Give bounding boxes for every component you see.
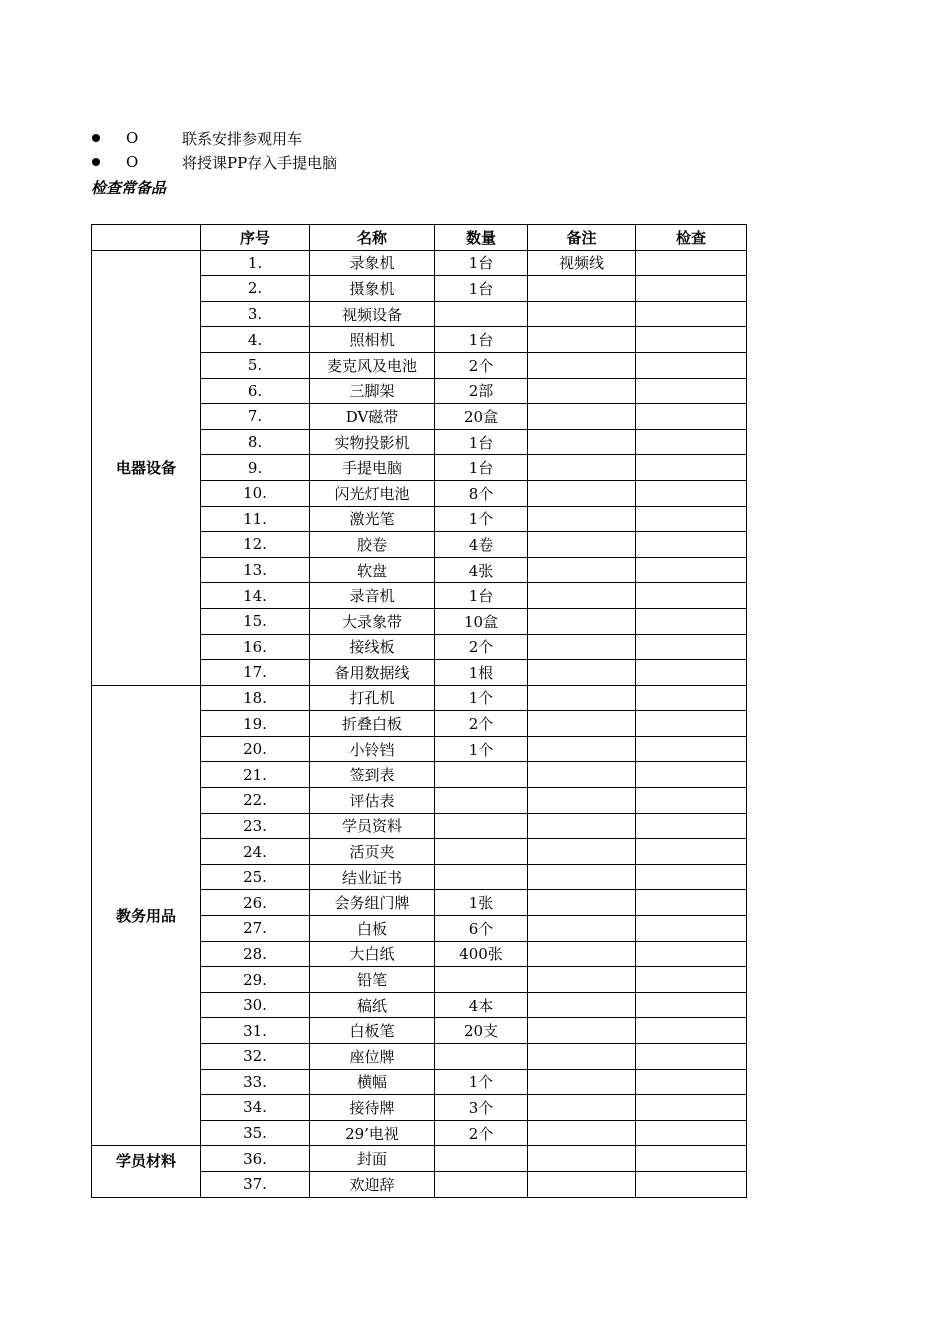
table-row xyxy=(92,1146,747,1172)
item-note-cell xyxy=(528,1069,636,1095)
item-qty-cell xyxy=(435,813,528,839)
section-title: 检查常备品 xyxy=(91,179,167,197)
item-check-cell xyxy=(636,583,747,609)
item-check-cell xyxy=(636,532,747,558)
bullet-dot-icon xyxy=(92,134,100,142)
item-number-cell: 34. xyxy=(201,1095,310,1121)
item-name-cell: 接线板 xyxy=(310,634,435,660)
item-check-cell xyxy=(636,916,747,942)
item-note-cell xyxy=(528,608,636,634)
header-category xyxy=(92,225,201,251)
item-name-cell: 打孔机 xyxy=(310,685,435,711)
item-name-cell: 白板 xyxy=(310,916,435,942)
item-qty-cell xyxy=(435,788,528,814)
item-qty-cell xyxy=(435,864,528,890)
item-name-cell: 座位牌 xyxy=(310,1044,435,1070)
item-number-cell: 32. xyxy=(201,1044,310,1070)
item-number-cell: 25. xyxy=(201,864,310,890)
item-note-cell xyxy=(528,1018,636,1044)
item-note-cell xyxy=(528,839,636,865)
item-qty-cell: 3个 xyxy=(435,1095,528,1121)
bullet-text: 将授课PP存入手提电脑 xyxy=(182,153,338,172)
item-note-cell xyxy=(528,557,636,583)
item-name-cell: 铅笔 xyxy=(310,967,435,993)
item-check-cell xyxy=(636,608,747,634)
item-note-cell xyxy=(528,685,636,711)
item-note-cell xyxy=(528,1044,636,1070)
item-check-cell xyxy=(636,634,747,660)
item-note-cell xyxy=(528,532,636,558)
item-qty-cell: 4本 xyxy=(435,992,528,1018)
item-check-cell xyxy=(636,378,747,404)
item-note-cell: 视频线 xyxy=(528,250,636,276)
item-number-cell: 18. xyxy=(201,685,310,711)
item-note-cell xyxy=(528,736,636,762)
item-name-cell: 实物投影机 xyxy=(310,429,435,455)
item-qty-cell: 1台 xyxy=(435,276,528,302)
item-check-cell xyxy=(636,327,747,353)
item-check-cell xyxy=(636,1018,747,1044)
item-check-cell xyxy=(636,301,747,327)
item-check-cell xyxy=(636,1171,747,1197)
item-note-cell xyxy=(528,455,636,481)
item-name-cell: 麦克风及电池 xyxy=(310,352,435,378)
item-name-cell: 签到表 xyxy=(310,762,435,788)
item-qty-cell xyxy=(435,967,528,993)
item-number-cell: 17. xyxy=(201,660,310,686)
item-number-cell: 9. xyxy=(201,455,310,481)
header-name: 名称 xyxy=(310,225,435,251)
bullet-item xyxy=(88,126,337,150)
item-check-cell xyxy=(636,506,747,532)
item-name-cell: 白板笔 xyxy=(310,1018,435,1044)
bullet-marker: O xyxy=(126,129,139,147)
item-number-cell: 13. xyxy=(201,557,310,583)
item-note-cell xyxy=(528,583,636,609)
item-note-cell xyxy=(528,788,636,814)
item-number-cell: 31. xyxy=(201,1018,310,1044)
item-name-cell: 软盘 xyxy=(310,557,435,583)
category-cell: 电器设备 xyxy=(92,250,201,685)
item-qty-cell: 6个 xyxy=(435,916,528,942)
item-number-cell: 28. xyxy=(201,941,310,967)
item-qty-cell: 20盒 xyxy=(435,404,528,430)
item-name-cell: 29’电视 xyxy=(310,1120,435,1146)
header-check: 检查 xyxy=(636,225,747,251)
item-qty-cell: 20支 xyxy=(435,1018,528,1044)
item-number-cell: 5. xyxy=(201,352,310,378)
item-qty-cell: 2个 xyxy=(435,1120,528,1146)
item-check-cell xyxy=(636,455,747,481)
item-check-cell xyxy=(636,736,747,762)
checklist-table xyxy=(91,224,747,1198)
item-check-cell xyxy=(636,250,747,276)
item-note-cell xyxy=(528,660,636,686)
item-number-cell: 30. xyxy=(201,992,310,1018)
item-number-cell: 6. xyxy=(201,378,310,404)
item-number-cell: 15. xyxy=(201,608,310,634)
header-no: 序号 xyxy=(201,225,310,251)
item-check-cell xyxy=(636,992,747,1018)
item-name-cell: 大白纸 xyxy=(310,941,435,967)
item-name-cell: 照相机 xyxy=(310,327,435,353)
item-qty-cell xyxy=(435,839,528,865)
category-cell: 教务用品 xyxy=(92,685,201,1146)
item-check-cell xyxy=(636,1120,747,1146)
item-name-cell: DV磁带 xyxy=(310,404,435,430)
item-number-cell: 7. xyxy=(201,404,310,430)
item-name-cell: 学员资料 xyxy=(310,813,435,839)
item-check-cell xyxy=(636,276,747,302)
item-note-cell xyxy=(528,992,636,1018)
item-qty-cell: 2部 xyxy=(435,378,528,404)
item-name-cell: 备用数据线 xyxy=(310,660,435,686)
bullet-item xyxy=(88,150,337,174)
item-number-cell: 12. xyxy=(201,532,310,558)
item-number-cell: 22. xyxy=(201,788,310,814)
item-number-cell: 33. xyxy=(201,1069,310,1095)
item-qty-cell xyxy=(435,1171,528,1197)
item-name-cell: 录象机 xyxy=(310,250,435,276)
item-number-cell: 3. xyxy=(201,301,310,327)
item-number-cell: 16. xyxy=(201,634,310,660)
item-note-cell xyxy=(528,864,636,890)
item-number-cell: 29. xyxy=(201,967,310,993)
item-name-cell: 欢迎辞 xyxy=(310,1171,435,1197)
item-qty-cell: 1个 xyxy=(435,685,528,711)
item-number-cell: 24. xyxy=(201,839,310,865)
item-name-cell: 接待牌 xyxy=(310,1095,435,1121)
item-qty-cell xyxy=(435,762,528,788)
item-qty-cell: 400张 xyxy=(435,941,528,967)
item-qty-cell: 1台 xyxy=(435,583,528,609)
item-note-cell xyxy=(528,378,636,404)
item-qty-cell: 2个 xyxy=(435,634,528,660)
item-qty-cell: 1个 xyxy=(435,506,528,532)
item-check-cell xyxy=(636,557,747,583)
item-number-cell: 27. xyxy=(201,916,310,942)
item-qty-cell xyxy=(435,301,528,327)
item-name-cell: 封面 xyxy=(310,1146,435,1172)
table-row xyxy=(92,250,747,276)
item-note-cell xyxy=(528,1095,636,1121)
item-number-cell: 1. xyxy=(201,250,310,276)
item-note-cell xyxy=(528,1146,636,1172)
item-note-cell xyxy=(528,1171,636,1197)
item-qty-cell: 10盒 xyxy=(435,608,528,634)
item-qty-cell: 1台 xyxy=(435,455,528,481)
item-number-cell: 14. xyxy=(201,583,310,609)
item-name-cell: 稿纸 xyxy=(310,992,435,1018)
item-qty-cell: 1个 xyxy=(435,736,528,762)
item-number-cell: 8. xyxy=(201,429,310,455)
item-qty-cell: 8个 xyxy=(435,480,528,506)
item-number-cell: 36. xyxy=(201,1146,310,1172)
item-name-cell: 评估表 xyxy=(310,788,435,814)
item-number-cell: 35. xyxy=(201,1120,310,1146)
item-number-cell: 20. xyxy=(201,736,310,762)
item-check-cell xyxy=(636,429,747,455)
item-note-cell xyxy=(528,711,636,737)
item-note-cell xyxy=(528,941,636,967)
item-name-cell: 录音机 xyxy=(310,583,435,609)
item-note-cell xyxy=(528,967,636,993)
item-note-cell xyxy=(528,506,636,532)
item-qty-cell: 2个 xyxy=(435,352,528,378)
item-name-cell: 闪光灯电池 xyxy=(310,480,435,506)
header-qty: 数量 xyxy=(435,225,528,251)
item-name-cell: 结业证书 xyxy=(310,864,435,890)
table-row xyxy=(92,685,747,711)
item-name-cell: 胶卷 xyxy=(310,532,435,558)
item-check-cell xyxy=(636,839,747,865)
item-qty-cell: 1张 xyxy=(435,890,528,916)
item-qty-cell: 1根 xyxy=(435,660,528,686)
item-number-cell: 37. xyxy=(201,1171,310,1197)
item-name-cell: 横幅 xyxy=(310,1069,435,1095)
item-qty-cell xyxy=(435,1044,528,1070)
item-qty-cell: 1台 xyxy=(435,250,528,276)
item-note-cell xyxy=(528,762,636,788)
table-body xyxy=(92,250,747,1197)
item-name-cell: 摄象机 xyxy=(310,276,435,302)
item-note-cell xyxy=(528,480,636,506)
category-cell: 学员材料 xyxy=(92,1146,201,1197)
item-check-cell xyxy=(636,864,747,890)
item-number-cell: 26. xyxy=(201,890,310,916)
header-note: 备注 xyxy=(528,225,636,251)
item-note-cell xyxy=(528,327,636,353)
table-header-row xyxy=(92,225,747,251)
item-note-cell xyxy=(528,890,636,916)
item-check-cell xyxy=(636,788,747,814)
item-note-cell xyxy=(528,813,636,839)
item-name-cell: 手提电脑 xyxy=(310,455,435,481)
item-check-cell xyxy=(636,711,747,737)
item-check-cell xyxy=(636,762,747,788)
item-note-cell xyxy=(528,352,636,378)
item-name-cell: 大录象带 xyxy=(310,608,435,634)
item-note-cell xyxy=(528,1120,636,1146)
item-check-cell xyxy=(636,404,747,430)
item-note-cell xyxy=(528,276,636,302)
item-qty-cell: 4张 xyxy=(435,557,528,583)
item-number-cell: 10. xyxy=(201,480,310,506)
item-name-cell: 折叠白板 xyxy=(310,711,435,737)
item-number-cell: 11. xyxy=(201,506,310,532)
item-qty-cell: 4卷 xyxy=(435,532,528,558)
item-note-cell xyxy=(528,916,636,942)
item-check-cell xyxy=(636,890,747,916)
item-name-cell: 会务组门牌 xyxy=(310,890,435,916)
item-name-cell: 三脚架 xyxy=(310,378,435,404)
item-note-cell xyxy=(528,634,636,660)
item-number-cell: 19. xyxy=(201,711,310,737)
item-check-cell xyxy=(636,1146,747,1172)
item-qty-cell: 1个 xyxy=(435,1069,528,1095)
item-note-cell xyxy=(528,404,636,430)
item-check-cell xyxy=(636,685,747,711)
item-check-cell xyxy=(636,1069,747,1095)
item-check-cell xyxy=(636,352,747,378)
item-note-cell xyxy=(528,429,636,455)
item-name-cell: 激光笔 xyxy=(310,506,435,532)
item-qty-cell xyxy=(435,1146,528,1172)
item-check-cell xyxy=(636,941,747,967)
item-check-cell xyxy=(636,1044,747,1070)
item-name-cell: 小铃铛 xyxy=(310,736,435,762)
item-name-cell: 视频设备 xyxy=(310,301,435,327)
item-check-cell xyxy=(636,813,747,839)
item-check-cell xyxy=(636,967,747,993)
item-check-cell xyxy=(636,660,747,686)
item-number-cell: 23. xyxy=(201,813,310,839)
item-number-cell: 4. xyxy=(201,327,310,353)
item-qty-cell: 1台 xyxy=(435,429,528,455)
item-note-cell xyxy=(528,301,636,327)
item-qty-cell: 1台 xyxy=(435,327,528,353)
item-qty-cell: 2个 xyxy=(435,711,528,737)
item-check-cell xyxy=(636,1095,747,1121)
bullet-list xyxy=(88,126,337,174)
item-number-cell: 21. xyxy=(201,762,310,788)
bullet-marker: O xyxy=(126,153,139,171)
item-name-cell: 活页夹 xyxy=(310,839,435,865)
item-check-cell xyxy=(636,480,747,506)
item-number-cell: 2. xyxy=(201,276,310,302)
bullet-dot-icon xyxy=(92,158,100,166)
bullet-text: 联系安排参观用车 xyxy=(182,129,303,148)
